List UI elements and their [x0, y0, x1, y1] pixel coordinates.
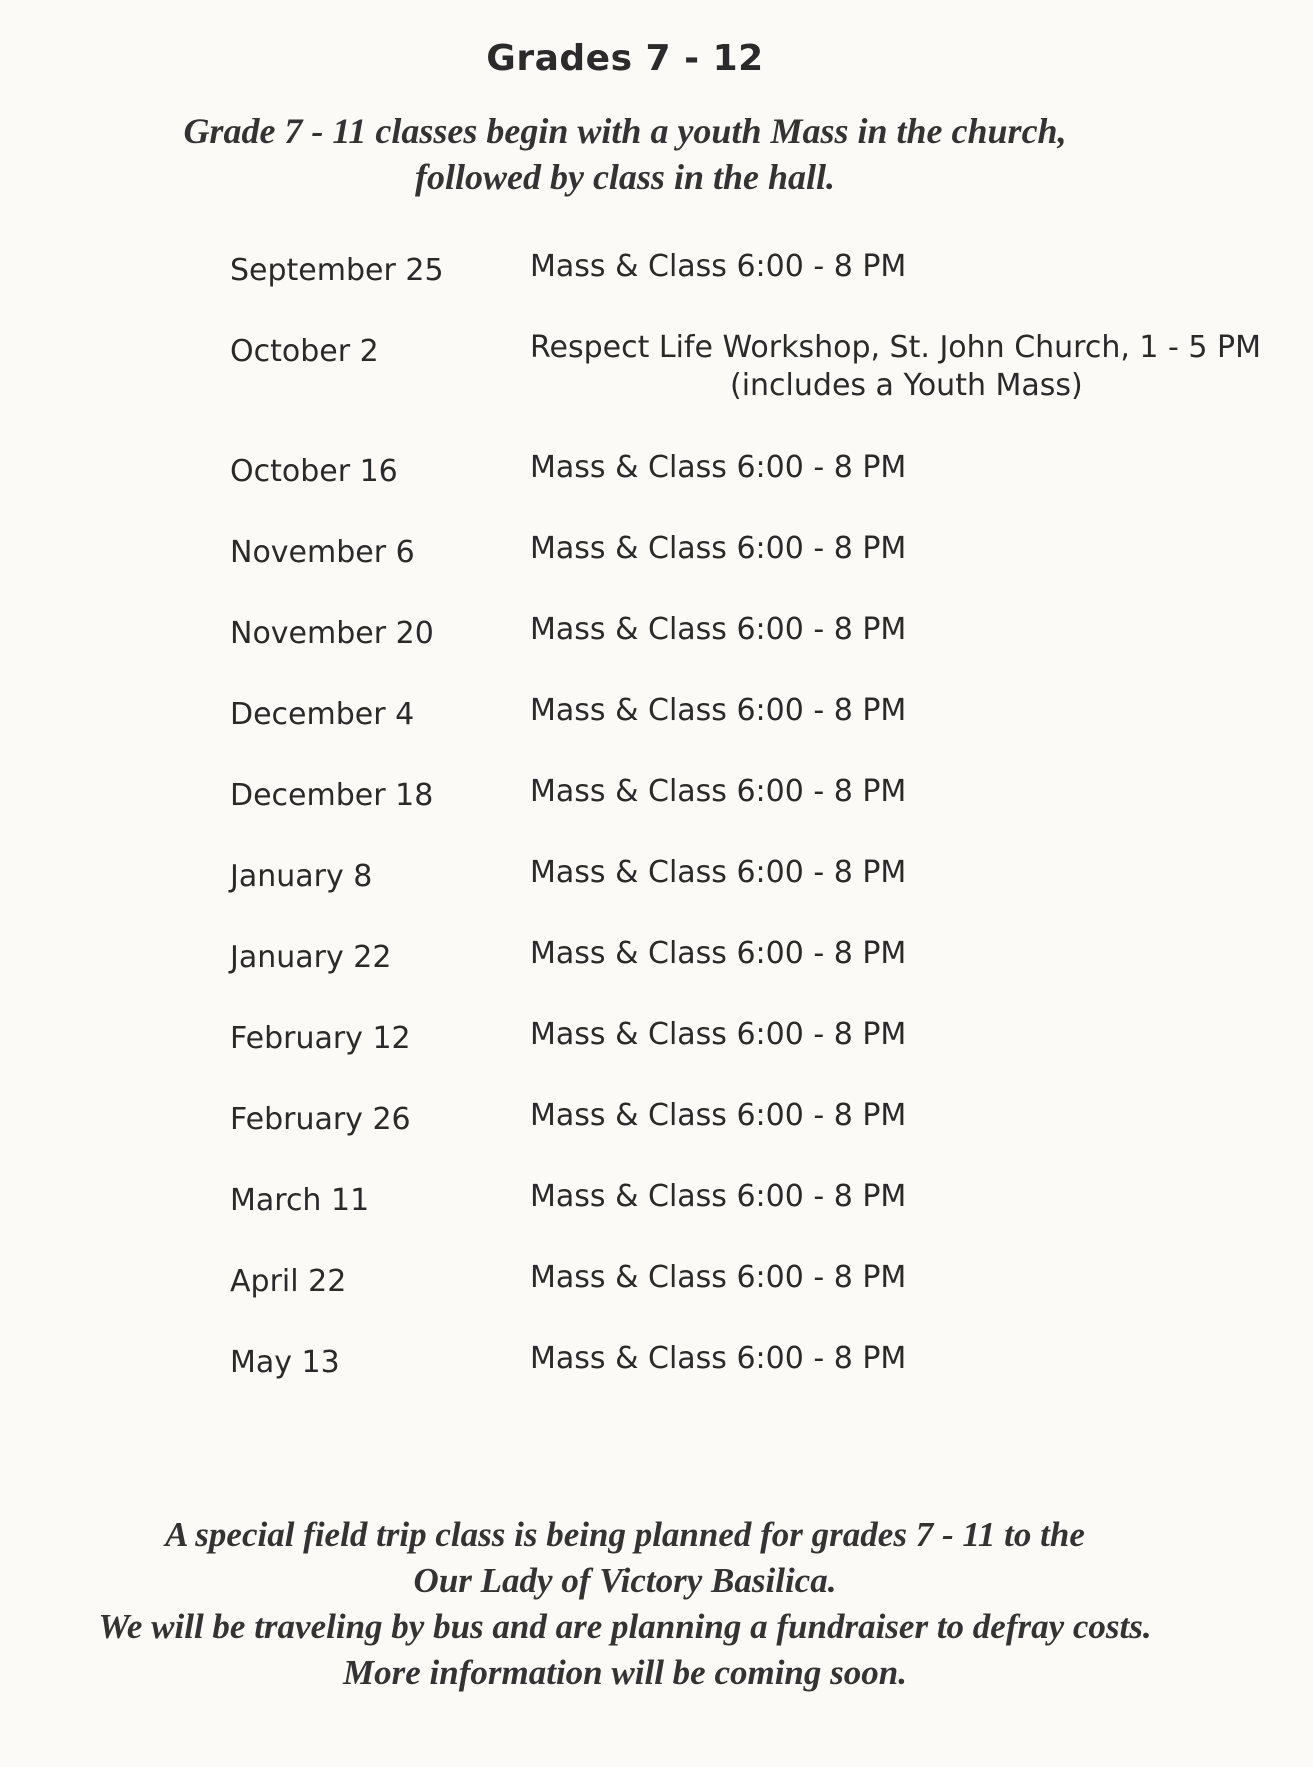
footer-line-4: More information will be coming soon. [343, 1653, 907, 1692]
schedule-date: May 13 [230, 1345, 340, 1380]
footer-line-2: Our Lady of Victory Basilica. [413, 1561, 837, 1600]
schedule-date: January 22 [230, 940, 392, 975]
footer-notice [0, 1512, 1250, 1696]
schedule-event [530, 329, 1290, 405]
schedule-date: February 12 [230, 1021, 411, 1056]
schedule-row [230, 249, 1290, 333]
schedule-row [230, 1260, 1290, 1344]
schedule-event: Mass & Class 6:00 - 8 PM [530, 1341, 907, 1376]
schedule-event: Mass & Class 6:00 - 8 PM [530, 774, 907, 809]
schedule-date: March 11 [230, 1183, 370, 1218]
schedule-event-note: (includes a Youth Mass) [730, 368, 1083, 403]
schedule-event: Mass & Class 6:00 - 8 PM [530, 1098, 907, 1133]
schedule-event: Mass & Class 6:00 - 8 PM [530, 1179, 907, 1214]
schedule-event: Mass & Class 6:00 - 8 PM [530, 612, 907, 647]
footer-line-3: We will be traveling by bus and are planning a fundraiser to defray costs. [98, 1607, 1152, 1646]
schedule-row [230, 1341, 1290, 1425]
schedule-row [230, 1179, 1290, 1263]
schedule-row [230, 450, 1290, 534]
schedule-event: Mass & Class 6:00 - 8 PM [530, 855, 907, 890]
schedule-event-main: Respect Life Workshop, St. John Church, 1 - 5 PM [530, 330, 1262, 365]
schedule-date: December 18 [230, 778, 434, 813]
schedule-date: September 25 [230, 253, 444, 288]
schedule-date: February 26 [230, 1102, 411, 1137]
schedule-event: Mass & Class 6:00 - 8 PM [530, 249, 907, 284]
schedule-date: October 16 [230, 454, 398, 489]
schedule-row [230, 1098, 1290, 1182]
schedule-row [230, 774, 1290, 858]
schedule-event: Mass & Class 6:00 - 8 PM [530, 693, 907, 728]
schedule-row [230, 612, 1290, 696]
schedule-row [230, 693, 1290, 777]
schedule-event: Mass & Class 6:00 - 8 PM [530, 1260, 907, 1295]
schedule-date: April 22 [230, 1264, 347, 1299]
schedule-date: November 6 [230, 535, 415, 570]
intro-line-1: Grade 7 - 11 classes begin with a youth Mass in the church, [183, 111, 1067, 151]
schedule-event: Mass & Class 6:00 - 8 PM [530, 531, 907, 566]
schedule-row [230, 1017, 1290, 1101]
schedule-date: October 2 [230, 334, 379, 369]
schedule-row [230, 330, 1290, 453]
schedule-event: Mass & Class 6:00 - 8 PM [530, 936, 907, 971]
page-title: Grades 7 - 12 [486, 38, 764, 79]
schedule-event: Mass & Class 6:00 - 8 PM [530, 450, 907, 485]
schedule-row [230, 855, 1290, 939]
intro-text [0, 108, 1250, 200]
intro-line-2: followed by class in the hall. [414, 157, 835, 197]
schedule-date: December 4 [230, 697, 415, 732]
schedule-row [230, 531, 1290, 615]
schedule-list [230, 249, 1290, 1425]
schedule-date: November 20 [230, 616, 434, 651]
schedule-date: January 8 [230, 859, 373, 894]
schedule-row [230, 936, 1290, 1020]
schedule-event: Mass & Class 6:00 - 8 PM [530, 1017, 907, 1052]
footer-line-1: A special field trip class is being planned for grades 7 - 11 to the [165, 1515, 1085, 1554]
